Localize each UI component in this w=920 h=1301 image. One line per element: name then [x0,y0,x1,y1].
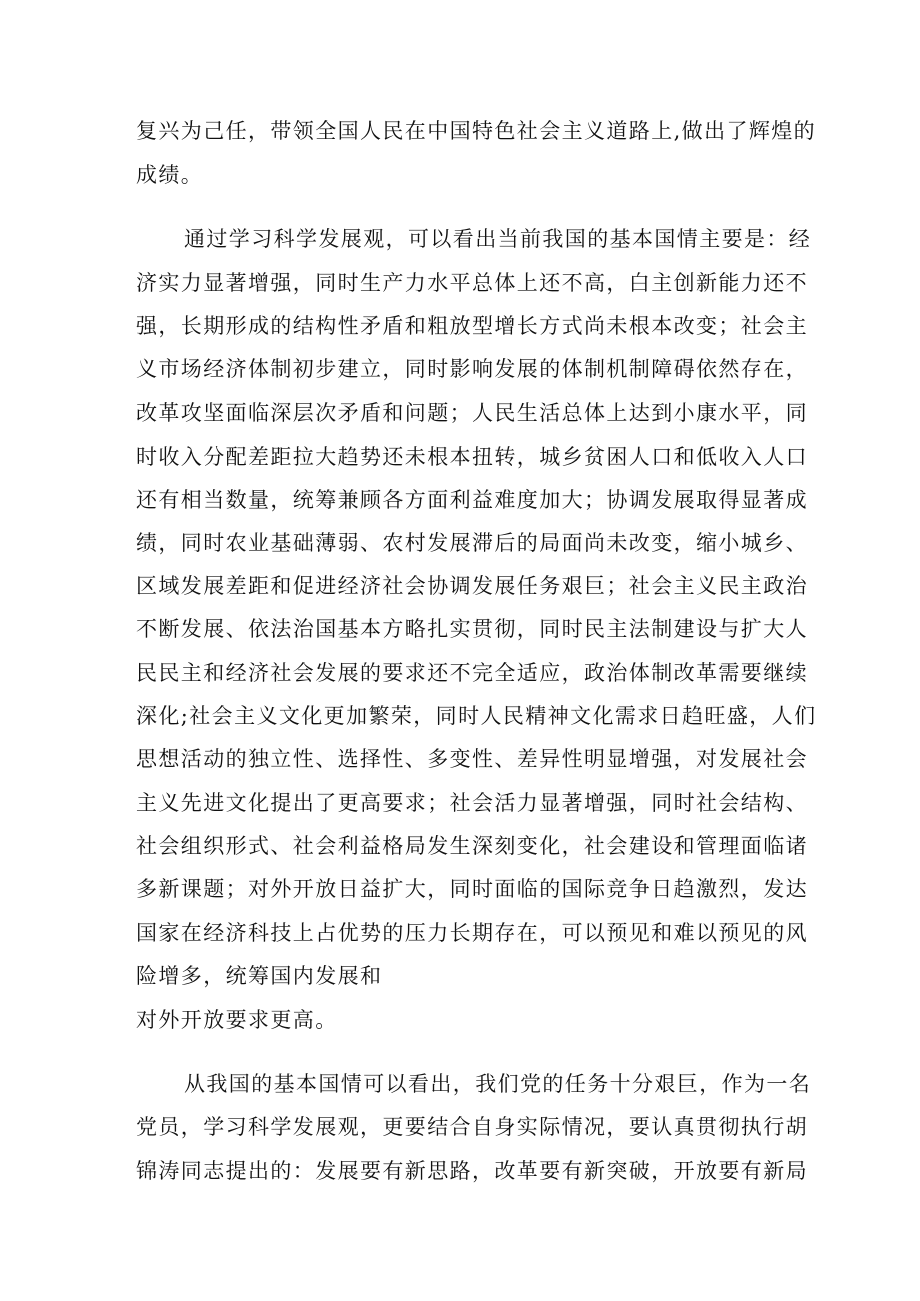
text-line-2: 成绩。 [136,163,204,187]
text-line-6: 义市场经济体制初步建立，同时影响发展的体制机制障碍依然存在， [136,357,808,381]
text-line-16: 主义先进文化提出了更高要求；社会活力显著增强，同时社会结构、 [136,791,808,815]
text-line-18: 多新课题；对外开放日益扩大，同时面临的国际竞争日趋激烈，发达 [136,877,808,901]
text-line-20: 险增多，统筹国内发展和 [136,964,383,988]
text-line-19: 国家在经济科技上占优势的压力长期存在，可以预见和难以预见的风 [136,921,808,945]
text-line-12: 不断发展、依法治国基本方略扎实贯彻，同时民主法制建设与扩大人 [136,617,808,641]
text-line-23: 党员，学习科学发展观，更要结合自身实际情况，要认真贯彻执行胡 [136,1115,808,1139]
text-line-21: 对外开放要求更高。 [136,1008,338,1032]
text-line-4: 济实力显著增强，同时生产力水平总体上还不高，白主创新能力还不 [136,271,808,295]
text-line-3: 通过学习科学发展观，可以看出当前我国的基本国情主要是：经 [184,227,812,251]
text-line-22: 从我国的基本国情可以看出，我们党的任务十分艰巨，作为一名 [184,1072,812,1096]
text-line-7: 改革攻坚面临深层次矛盾和问题；人民生活总体上达到小康水平，同 [136,401,808,425]
text-line-10: 绩，同时农业基础薄弱、农村发展滞后的局面尚未改变，缩小城乡、 [136,531,808,555]
text-line-11: 区域发展差距和促进经济社会协调发展任务艰巨；社会主义民主政治 [136,574,808,598]
text-line-8: 时收入分配差距拉大趋势还未根本扭转，城乡贫困人口和低收入人口 [136,445,808,469]
text-line-15: 思想活动的独立性、选择性、多变性、差异性明显增强，对发展社会 [136,747,808,771]
text-line-24: 锦涛同志提出的：发展要有新思路，改革要有新突破，开放要有新局 [136,1159,808,1183]
text-line-5: 强，长期形成的结构性矛盾和粗放型增长方式尚未根本改变；社会主 [136,314,808,338]
text-line-13: 民民主和经济社会发展的要求还不完全适应，政治体制改革需要继续 [136,661,808,685]
text-line-14: 深化;社会主义文化更加繁荣，同时人民精神文化需求日趋旺盛，人们 [136,704,817,728]
text-line-9: 还有相当数量，统筹兼顾各方面利益难度加大；协调发展取得显著成 [136,488,808,512]
text-line-17: 社会组织形式、社会利益格局发生深刻变化，社会建设和管理面临诸 [136,834,808,858]
text-line-1: 复兴为己任，带领全国人民在中国特色社会主义道路上,做出了辉煌的 [136,119,817,143]
